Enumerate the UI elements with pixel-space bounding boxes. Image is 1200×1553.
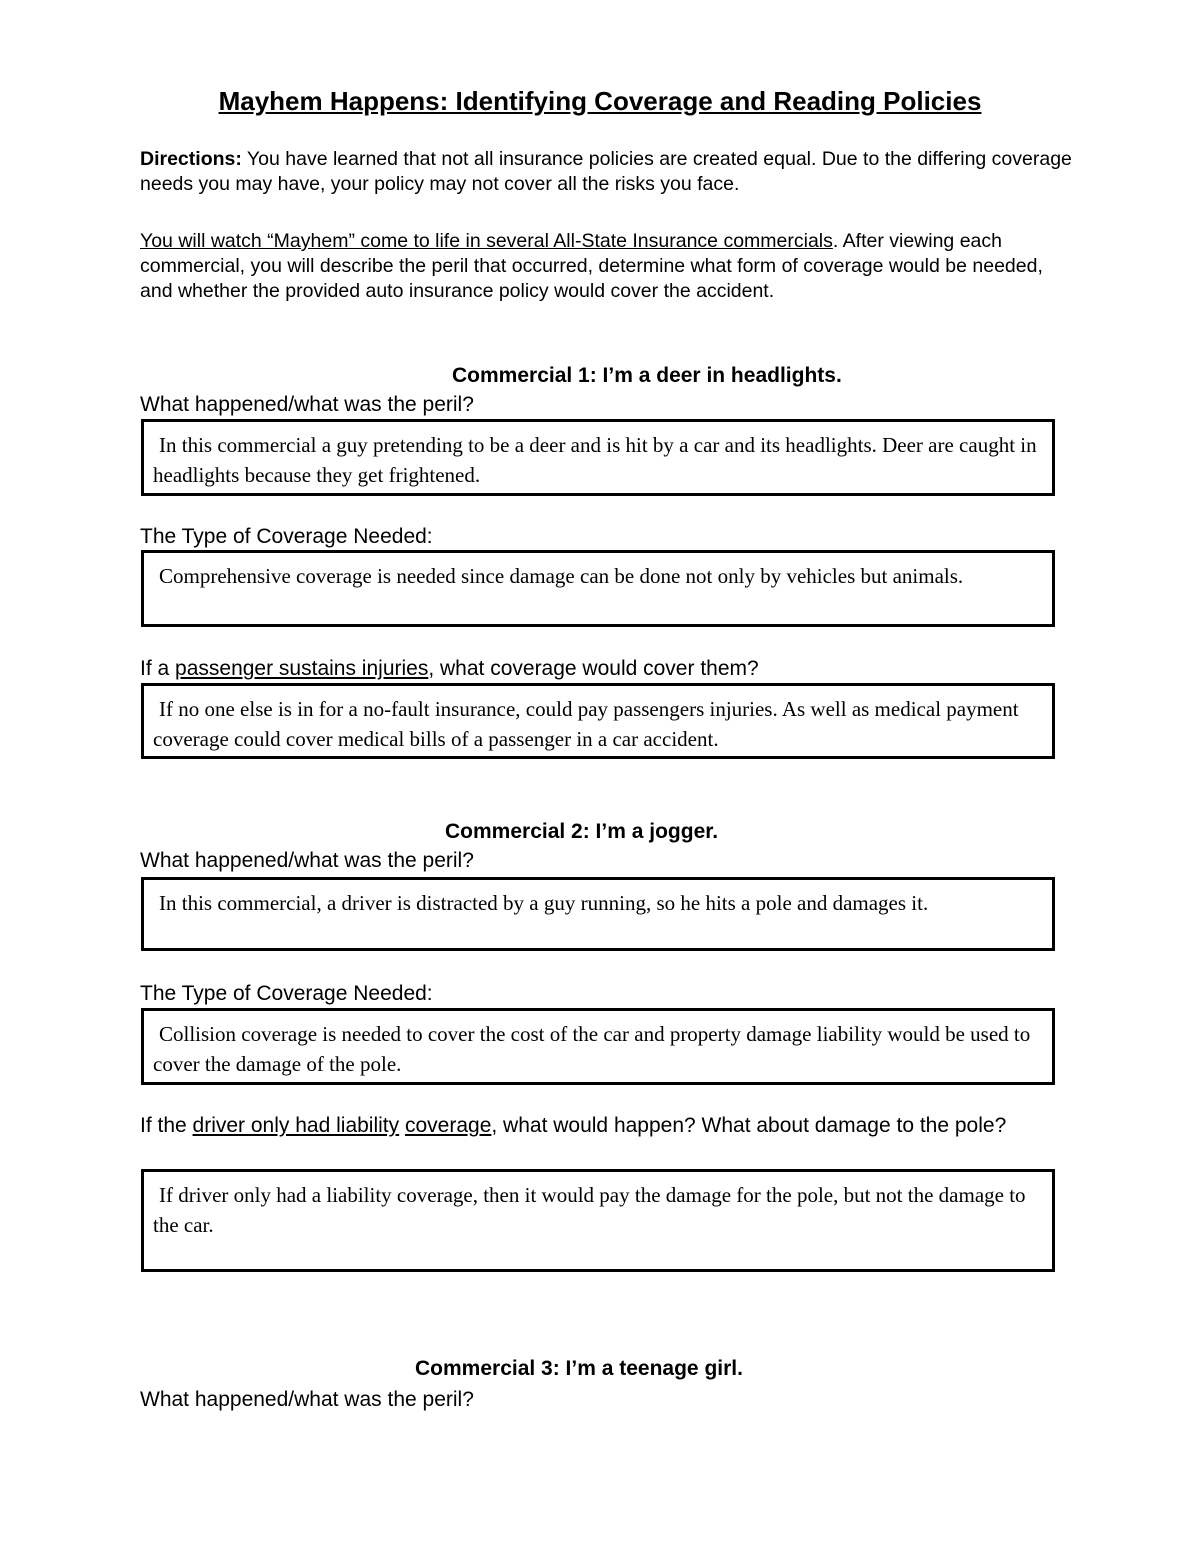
intro-rest: . After viewing each commercial, you will describe the peril that occurred, determine what form of coverage would be needed, and whether the provided auto insurance policy would cover the accident.: [140, 230, 1043, 302]
commercial-1-heading: Commercial 1: I’m a deer in headlights.: [452, 364, 842, 387]
c2-question-liability: [140, 1111, 1080, 1140]
c2-answer-liability-text: If driver only had a liability coverage, then it would pay the damage for the pole, but not the damage to the car.: [153, 1183, 1026, 1237]
c1-q3-pre: If a: [140, 657, 176, 680]
intro-underlined: You will watch “Mayhem” come to life in several All-State Insurance commercials: [140, 230, 833, 252]
c2-answer-coverage-text: Collision coverage is needed to cover the cost of the car and property damage liability would be used to cover the damage of the pole.: [153, 1022, 1031, 1076]
c3-question-peril: What happened/what was the peril?: [140, 1388, 474, 1411]
c2-answer-coverage[interactable]: [141, 1008, 1055, 1085]
directions-label: Directions:: [140, 148, 242, 170]
directions-text: You have learned that not all insurance policies are created equal. Due to the differing coverage needs you may have, your policy may not cover all the risks you face.: [140, 148, 1072, 195]
c2-answer-peril-text: In this commercial, a driver is distracted by a guy running, so he hits a pole and damages it.: [159, 891, 929, 915]
c2-q3-post: , what would happen? What about damage to the pole?: [491, 1114, 1007, 1137]
c2-answer-peril[interactable]: [141, 877, 1055, 951]
c2-answer-liability[interactable]: [141, 1169, 1055, 1272]
c2-question-coverage: The Type of Coverage Needed:: [140, 982, 433, 1005]
commercial-3-heading: Commercial 3: I’m a teenage girl.: [415, 1357, 743, 1380]
c1-question-coverage: The Type of Coverage Needed:: [140, 525, 433, 548]
c1-question-passenger: [140, 654, 1080, 683]
c2-question-peril: What happened/what was the peril?: [140, 849, 474, 872]
c2-q3-pre: If the: [140, 1114, 193, 1137]
c2-q3-underlined-2: coverage: [404, 1114, 492, 1137]
c2-q3-underlined-1: driver only had liability: [192, 1114, 400, 1137]
c1-answer-coverage[interactable]: [141, 550, 1055, 627]
c1-answer-coverage-text: Comprehensive coverage is needed since damage can be done not only by vehicles but animals.: [159, 564, 964, 588]
commercial-2-heading: Commercial 2: I’m a jogger.: [445, 820, 719, 843]
directions-paragraph: [140, 147, 1080, 197]
c1-answer-peril[interactable]: [141, 419, 1055, 496]
c1-q3-underlined: passenger sustains injuries: [175, 657, 429, 680]
c1-question-peril: What happened/what was the peril?: [140, 393, 474, 416]
intro-paragraph: [140, 229, 1080, 304]
c1-q3-post: , what coverage would cover them?: [428, 657, 759, 680]
c1-answer-passenger[interactable]: [141, 683, 1055, 759]
page-title: Mayhem Happens: Identifying Coverage and Reading Policies: [218, 86, 982, 116]
c1-answer-peril-text: In this commercial a guy pretending to be a deer and is hit by a car and its headlights. Deer are caught in headlights because they get frightened.: [153, 433, 1037, 487]
c1-answer-passenger-text: If no one else is in for a no-fault insurance, could pay passengers injuries. As well as medical payment coverage could cover medical bills of a passenger in a car accident.: [153, 697, 1019, 751]
